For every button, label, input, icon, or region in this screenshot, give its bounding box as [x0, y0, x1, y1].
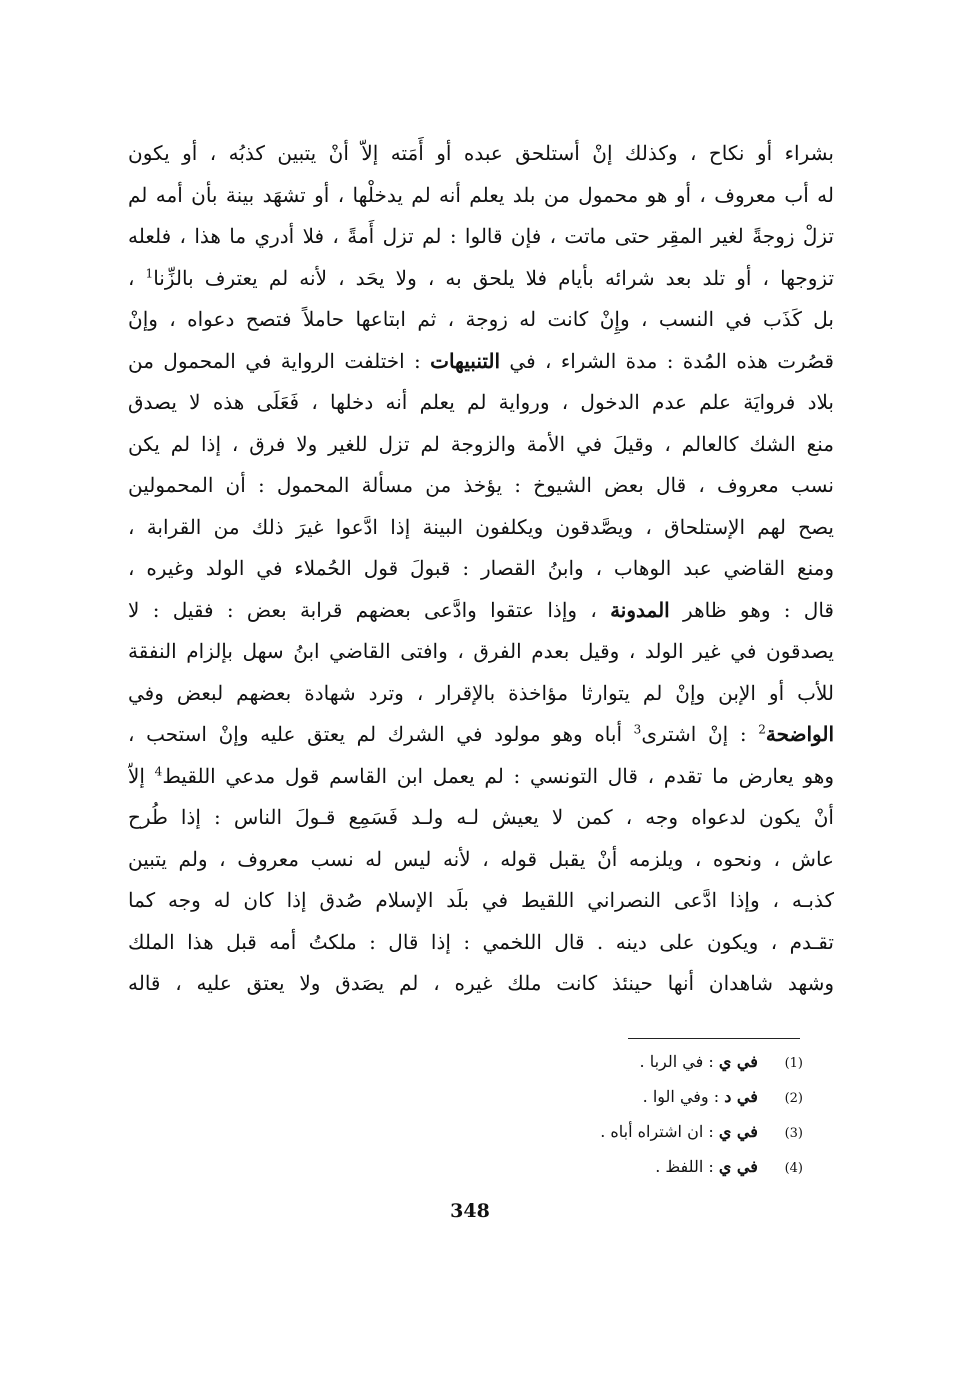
text-line: منع الشك كالعالم ، وقيلَ في الأمة والزوجة لم تزل للغير ولا فرق ، إذا لم يكن — [128, 431, 834, 456]
text-line: نسب معروف ، قال بعض الشيوخ : يؤخذ من مسألة المحمول : أن المحمولين — [128, 473, 834, 497]
book-title-tanbihat: التنبيهات — [430, 348, 501, 373]
text-line: بل كَذَب في النسب ، وإِنْ كانت له زوجة ، ثم ابتاعها حاملاً فتصح دعواه ، وإنْ — [128, 307, 834, 331]
footnote-text: : وفي الوا . — [642, 1087, 725, 1106]
text-line: وشهد شاهدان أنها حينئذ كانت ملك غيره ، لم يصَدق ولا يعتق عليه ، قاله — [128, 971, 834, 995]
text-line: قصُرت هذه المُدة : مدة الشراء ، في التنبيهات : اختلفت الرواية في المحمول من — [128, 348, 834, 373]
footnote-text: : في الربا . — [639, 1052, 719, 1071]
main-text-block — [128, 133, 834, 1005]
text-line: قال : وهو ظاهر المدونة ، وإذا عتقوا وادَّعى بعضهم قرابة بعض : فقيل : لا — [128, 597, 834, 622]
text-line: تزوجها ، أو تلد بعد شرائه بأيام فلا يلحق به ، ولا يحَد ، لأنه لم يعترف بالزِّنا$^1$ ، — [128, 265, 834, 290]
footnote-item — [383, 1114, 803, 1149]
text-line: عاش ، ونحوه ، ويلزمه أنْ يقبل قوله ، لأنه ليس له نسب معروف ، ولم يتبين — [128, 846, 834, 871]
footnote-item — [383, 1079, 803, 1114]
page-number: 348 — [450, 1200, 490, 1222]
text-line: ومنع القاضي عبد الوهاب ، وابنُ القصار : قبولَ قول الحُملاء في الولد وغيره ، — [128, 556, 834, 580]
footnote-number: (1) — [784, 1056, 803, 1071]
footnote-item — [383, 1149, 803, 1184]
footnote-number: (3) — [784, 1126, 803, 1141]
text-line: تزلْ زوجةً لغير المقِر حتى ماتت ، فإن قالوا : لم تزل أَمةً ، فلا أدري ما هذا ، فلعله — [128, 224, 834, 248]
footnote-item — [383, 1044, 803, 1079]
footnote-marker: 2 — [758, 722, 766, 737]
text-line: تقـدم ، ويكون على دينه . قال اللخمي : إذا قال : ملكتُ أمه قبل هذا الملك — [128, 929, 834, 954]
footnote-ref: في د — [724, 1087, 758, 1106]
text-line: الواضحة$^2$ : إنْ اشترى$^3$ أباه وهو مولود في الشرك لم يعتق عليه وإنْ استحب ، — [128, 722, 834, 746]
text-line: وهو يعارض ما تقدم ، قال التونسي : لم يعمل ابن القاسم قول مدعي اللقيط$^4$ إلاّ — [128, 763, 834, 788]
footnote-marker: 4 — [154, 763, 163, 778]
footnotes-block — [383, 1044, 803, 1184]
footnote-ref: في ي — [718, 1122, 758, 1141]
book-title-mudawwana: المدونة — [610, 597, 670, 622]
footnote-separator — [628, 1038, 800, 1039]
footnote-marker: 3 — [633, 722, 642, 737]
footnote-text: : اللفظ . — [655, 1157, 719, 1176]
text-line: يصدقون في غير الولد ، وقيل بعدم الفرق ، وافتى القاضي ابنُ سهل بإلزام النفقة — [128, 639, 834, 663]
footnote-number: (2) — [784, 1091, 803, 1106]
footnote-ref: في ي — [718, 1157, 758, 1176]
text-line: بلاد فروايَة علم عدم الدخول ، ورواية لم يعلم أنه دخلها ، فَعَلَى هذه لا يصدق — [128, 390, 834, 414]
text-line: بشراء أو نكاح ، وكذلك إنْ أستلحق عبده أو أَمَته إلاّ أنْ يتبين كذبُه ، أو يكون — [128, 141, 834, 165]
text-line: أنْ يكون لدعواه وجه ، كمن لا يعيش لـه ولـد فَسَمِع قـولَ الناس : إذا طُرح — [128, 805, 834, 829]
footnote-text: : ان اشتراه أباه . — [600, 1122, 719, 1141]
text-line: يصح لهم الإستلحاق ، ويصَّدقون ويكلفون البينة إذا ادَّعوا غيرَ ذلك من القرابة ، — [128, 514, 834, 539]
text-line: له أب معروف ، أو هو محمول من بلد يعلم أنه لم يدخلْها ، أو تشهَد بينة بأن أمه لم — [128, 182, 834, 207]
text-line: للأب أو الإبن وإنْ لم يتوارثا مؤاخذة بالإقرار ، وترد شهادة بعضهم لبعض وفي — [128, 680, 834, 705]
book-title-wadiha: الواضحة — [765, 722, 834, 746]
footnote-number: (4) — [784, 1161, 803, 1176]
footnote-marker: 1 — [145, 265, 154, 280]
text-line: كذبـه ، وإذا ادَّعى النصراني اللقيط في بلَد الإسلام صُدق إذا كان له وجه كما — [128, 888, 834, 912]
footnote-ref: في ي — [718, 1052, 758, 1071]
